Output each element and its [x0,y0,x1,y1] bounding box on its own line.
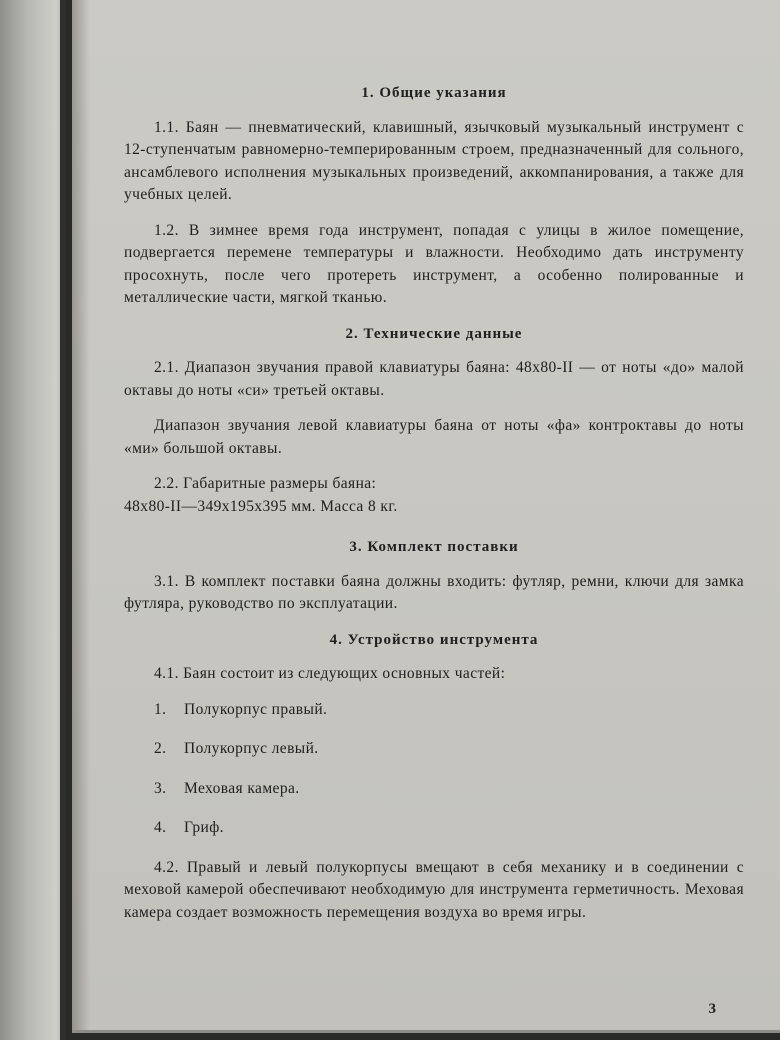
paragraph-4-2: 4.2. Правый и левый полукорпусы вмещают в себя механику и в соединении с меховой камерой обеспечивают необходимую для инструмента герметичность. Меховая камера создает возможность перемещения воздуха во время игры. [124,858,744,921]
list-item-text: Гриф. [184,819,224,836]
paragraph-2-2 [124,473,744,496]
section-4-heading: 4. Устройство инструмента [329,631,539,648]
parts-list [124,699,744,840]
paragraph-2-1-left: Диапазон звучания левой клавиатуры баяна от ноты «фа» контроктавы до ноты «ми» большой октавы. [124,417,744,457]
section-2-heading: 2. Технические данные [345,325,523,342]
section-3-heading: 3. Комплект поставки [349,539,519,555]
list-item [154,778,744,801]
list-item-text: Полукорпус левый. [184,740,319,757]
page-content [124,82,744,937]
paragraph-3-1: 3.1. В комплект поставки баяна должны входить: футляр, ремни, ключи для замка футляра, руководство по эксплуатации. [124,572,744,612]
section-1-heading: 1. Общие указания [361,85,507,101]
paragraph-1-2: 1.2. В зимнее время года инструмент, попадая с улицы в жилое помещение, подвергается перемене температуры и влажности. Необходимо дать инструменту просохнуть, после чего протереть инструмент, а особенно полированные и металлические части, мягкой тканью. [124,221,744,306]
paragraph-2-2-label: 2.2. Габаритные размеры баяна: [154,475,377,492]
list-item-number: 2. [154,740,167,757]
facing-page-edge [0,0,66,1040]
list-item [154,699,744,722]
list-item-number: 3. [154,779,167,797]
list-item-text: Меховая камера. [184,779,300,797]
page-number: 3 [708,1001,716,1017]
list-item-number: 4. [154,819,167,836]
paragraph-2-1: 2.1. Диапазон звучания правой клавиатуры баяна: 48х80-II — от ноты «до» малой октавы до ноты «си» третьей октавы. [124,359,744,399]
list-item-text: Полукорпус правый. [184,700,328,718]
document-page [72,0,780,1033]
list-item-number: 1. [154,700,167,718]
paragraph-1-1: 1.1. Баян — пневматический, клавишный, язычковый музыкальный инструмент с 12-ступенчатым равномерно-темперированным строем, предназначенный для сольного, ансамблевого исполнения музыкальных произведений, аккомпанирования, а также для учебных целей. [124,118,744,203]
list-item [154,738,744,761]
list-item [154,817,744,840]
book-spine [60,0,66,1040]
paragraph-2-2-values: 48х80-II—349х195х395 мм. Масса 8 кг. [124,497,398,515]
paragraph-4-1: 4.1. Баян состоит из следующих основных частей: [154,665,506,682]
